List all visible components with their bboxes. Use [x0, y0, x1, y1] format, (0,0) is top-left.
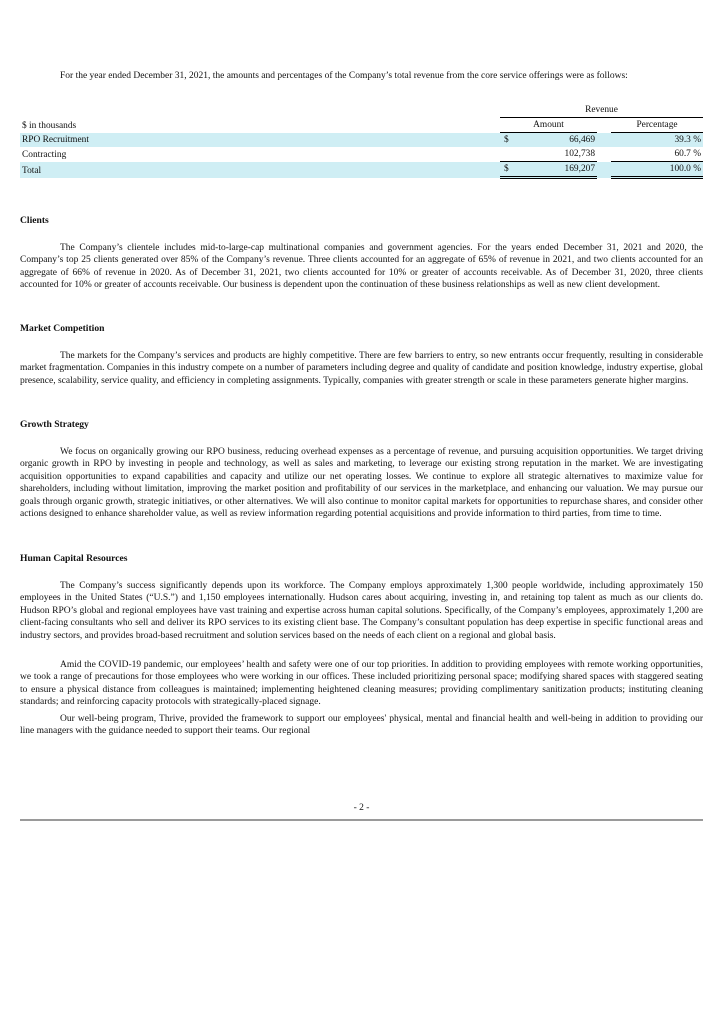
currency-symbol	[500, 147, 512, 162]
footer-divider	[20, 819, 703, 821]
row-label: Total	[20, 162, 486, 178]
currency-symbol: $	[500, 133, 512, 148]
percentage-column-header: Percentage	[611, 118, 703, 133]
clients-paragraph: The Company’s clientele includes mid-to-large-cap multinational companies and government agencies. For the years ended December 31, 2021 and 2020, the Company’s top 25 clients generated over 85% of the Company’s revenue. Three clients accounted for an aggregate of 65% of revenue in 2021, and two clients accounted for an aggregate of 66% of revenue in 2020. As of December 31, 2021, two clients accounted for 10% or greater of accounts receivable. As of December 31, 2020, three clients accounted for 10% or greater of accounts receivable. Our business is dependent upon the continuation of these business relationships as well as new client development.	[20, 243, 703, 291]
human-capital-heading: Human Capital Resources	[20, 553, 128, 564]
revenue-table	[20, 103, 703, 179]
table-row	[20, 147, 703, 162]
amount-value: 66,469	[512, 133, 597, 148]
table-column-header-row	[20, 118, 703, 133]
market-competition-paragraph: The markets for the Company’s services and products are highly competitive. There are few barriers to entry, so new entrants occur frequently, resulting in considerable market fragmentation. Companies in this industry compete on a number of parameters including degree and quality of candidate and position knowledge, industry expertise, global presence, scalability, service quality, and efficiency in completing assignments. Typically, companies with greater strength or scale in these parameters generate higher margins.	[20, 351, 703, 386]
growth-strategy-heading: Growth Strategy	[20, 419, 89, 430]
percentage-value: 60.7 %	[674, 149, 701, 159]
row-label: Contracting	[22, 149, 67, 160]
table-row-total	[20, 162, 703, 178]
clients-section	[20, 242, 703, 292]
currency-symbol: $	[500, 162, 512, 178]
amount-value: 102,738	[564, 149, 595, 159]
human-capital-paragraph-2: Amid the COVID-19 pandemic, our employees’ health and safety were one of our top priorities. In addition to providing employees with remote working opportunities, we took a range of precautions for those employees who were working in our offices. These included prioritizing personal space; modifying shared spaces with staggered seating to ensure a physical distance from colleagues is maintained; implementing heightened cleaning measures; providing complimentary sanitization products; instituting cleaning standards; and reinforcing capacity protocols with strategically-placed signage.	[20, 660, 703, 708]
intro-paragraph: For the year ended December 31, 2021, the amounts and percentages of the Company’s total revenue from the core service offerings were as follows:	[60, 71, 628, 81]
covid-section	[20, 659, 703, 709]
percentage-value: 39.3 %	[611, 133, 703, 148]
market-competition-section	[20, 350, 703, 387]
growth-strategy-paragraph: We focus on organically growing our RPO business, reducing overhead expenses as a percentage of revenue, and pursuing acquisition opportunities. We target driving organic growth in RPO by investing in people and technology, as well as sales and marketing, to leverage our existing strong reputation in the market. We are investigating acquisition opportunities to expand capabilities and capacity and utilize our net operating losses. We continue to explore all strategic alternatives to maximize value for shareholders, including without limitation, improving the market position and profitability of our services in the marketplace, and enhancing our valuation. We may pursue our goals through organic growth, strategic initiatives, or other alternatives. We will also continue to monitor capital markets for opportunities to repurchase shares, and consider other actions designed to enhance shareholder value, as well as review information regarding potential acquisitions and provide information to third parties, from time to time.	[20, 447, 703, 520]
table-group-header-row	[20, 103, 703, 118]
percentage-value: 100.0 %	[611, 162, 703, 178]
wellbeing-section	[20, 713, 703, 738]
market-competition-heading: Market Competition	[20, 323, 105, 334]
human-capital-paragraph-3: Our well-being program, Thrive, provided the framework to support our employees' physical, mental and financial health and well-being in addition to providing our line managers with the guidance needed to support their teams. Our regional	[20, 714, 703, 737]
units-label: $ in thousands	[22, 120, 77, 131]
row-label: RPO Recruitment	[20, 133, 486, 148]
revenue-group-header: Revenue	[500, 103, 703, 118]
clients-heading: Clients	[20, 215, 49, 226]
amount-column-header: Amount	[500, 118, 597, 133]
amount-value: 169,207	[512, 162, 597, 178]
human-capital-paragraph-1: The Company’s success significantly depends upon its workforce. The Company employs approximately 1,300 people worldwide, including approximately 150 employees in the United States (“U.S.”) and 1,150 employees internationally. Hudson cares about acquiring, investing in, and retaining top talent as much as our clients do. Hudson RPO’s global and regional employees have vast training and expertise across human capital solutions. Specifically, of the Company’s employees, approximately 1,200 are client-facing consultants who sell and deliver its RPO services to its existing client base. The Company’s consultant population has deep expertise in specific functional areas and industry sectors, and provides broad-based recruitment and solution services based on the needs of each client on a regional and global basis.	[20, 581, 703, 641]
table-row	[20, 133, 703, 148]
page-number: - 2 -	[353, 803, 370, 813]
growth-strategy-section	[20, 446, 703, 520]
human-capital-section	[20, 580, 703, 642]
